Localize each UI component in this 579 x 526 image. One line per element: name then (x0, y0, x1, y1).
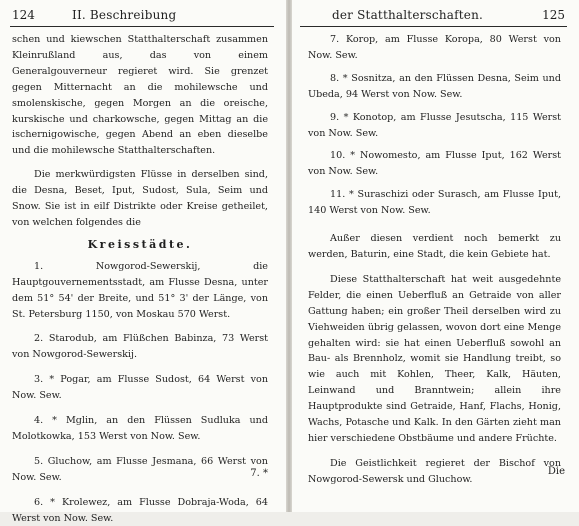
town-entry: 4. * Mglin, an den Flüssen Sudluka und Molotkowka, 153 Werst von Now. Sew. (12, 415, 268, 442)
town-entry: 2. Starodub, am Flüßchen Babinza, 73 Werst von Nowgorod-Sewerskij. (12, 333, 268, 361)
left-page-number: 124 (12, 8, 35, 22)
town-entry: 7. Korop, am Flusse Koropa, 80 Werst von Now. Sew. (308, 34, 561, 61)
right-catchword: Die (547, 466, 565, 477)
town-entry: 9. * Konotop, am Flusse Jesutscha, 115 Werst von Now. Sew. (308, 111, 561, 139)
left-page-body (12, 32, 268, 526)
town-entry: 1. Nowgorod-Sewerskij, die Hauptgouvernementsstadt, am Flusse Desna, unter dem 51° 54' der Breite, und 51° 3' der Länge, von St. Petersburg 1150, von Moskau 570 Werst. (12, 260, 268, 320)
left-header-rule (10, 26, 274, 27)
clergy-paragraph: Die Geistlichkeit regieret der Bischof von Nowgorod-Sewersk und Gluchow. (308, 457, 561, 485)
right-page-body (308, 32, 561, 488)
town-entry: 10. * Nowomesto, am Flusse Iput, 162 Werst von Now. Sew. (308, 150, 561, 178)
left-running-title: II. Beschreibung (72, 8, 177, 22)
left-catchword: 7. * (250, 468, 268, 479)
rivers-paragraph: Die merkwürdigsten Flüsse in derselben sind, die Desna, Beset, Iput, Sudost, Sula, Seim und Snow. Sie ist in eilf Distrikte oder Kreise getheilet, von welchen folgendes die (12, 169, 268, 228)
right-page (292, 0, 579, 512)
right-running-title: der Statthalterschaften. (332, 8, 484, 22)
town-entry: 6. * Krolewez, am Flusse Dobraja-Woda, 64 Werst von Now. Sew. (12, 496, 268, 524)
right-page-number: 125 (542, 8, 565, 22)
town-entry: 8. * Sosnitza, an den Flüssen Desna, Seim und Ubeda, 94 Werst von Now. Sew. (308, 72, 561, 100)
intro-paragraph: schen und kiewschen Statthalterschaft zusammen Kleinrußland aus, das von einem Generalgouverneur regieret wird. Sie grenzet gegen Mitternacht an die mohilewsche und smolenskische, gegen Morgen an die oreische, kurskische und charkowsche, gegen Mittag an die ischernigowische, gegen Abend an eben dieselbe und die mohilewsche Statthalterschaften. (12, 34, 268, 157)
town-entry: 11. * Suraschizi oder Surasch, am Flusse Iput, 140 Werst von Now. Sew. (308, 189, 561, 217)
baturin-paragraph: Außer diesen verdient noch bemerkt zu werden, Baturin, eine Stadt, die kein Gebiete hat. (308, 233, 561, 260)
economy-paragraph: Diese Statthalterschaft hat weit ausgedehnte Felder, die einen Ueberfluß an Getraide von aller Gattung haben; ein großer Theil derselben wird zu Viehweiden übrig gelassen, wovon dort eine Menge gehalten wird: sie hat einen Ueberfluß sowohl an Bau- als Brennholz, womit sie Handlung treibt, so wie auch mit Kohlen, Theer, Kalk, Häuten, Leinwand und Branntwein; allein ihre Hauptprodukte sind Getraide, Hanf, Flachs, Honig, Wachs, Potasche und Kalk. In den Gärten zieht man hier verschiedene Obstbäume und andere Früchte. (308, 273, 561, 444)
section-heading: Kreisstädte. (87, 237, 193, 251)
right-page-header (292, 6, 579, 24)
town-entry: 5. Gluchow, am Flusse Jesmana, 66 Werst von Now. Sew. (12, 455, 268, 483)
right-header-rule (300, 26, 567, 27)
left-page (0, 0, 286, 524)
left-page-header (0, 6, 286, 24)
town-entry: 3. * Pogar, am Flusse Sudost, 64 Werst von Now. Sew. (12, 374, 268, 402)
